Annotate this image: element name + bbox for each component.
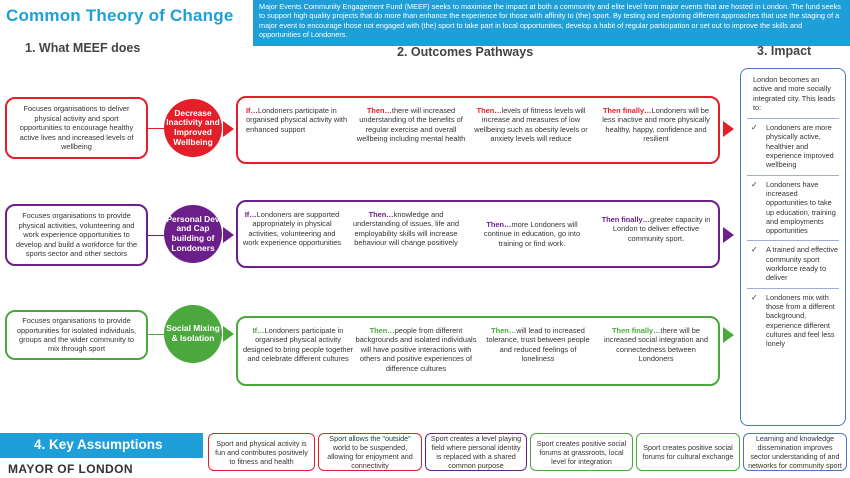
key-assumptions-heading: 4. Key Assumptions xyxy=(0,433,203,458)
assumption-box: Sport creates positive social forums for cultural exchange xyxy=(636,433,740,471)
arrow-right-icon xyxy=(223,227,234,243)
impact-item: ✓ Londoners have increased opportunities to take up education, training and employments opportunities xyxy=(751,179,836,236)
section-outcomes-heading: 2. Outcomes Pathways xyxy=(397,45,534,59)
assumption-box: Sport creates a level playing field where personal identity is replaced with a shared common purpose xyxy=(425,433,527,471)
step-then-2: Then…more Londoners will continue in education, go into training or find work. xyxy=(483,220,581,248)
section-what-heading: 1. What MEEF does xyxy=(25,41,141,55)
mayor-of-london-logo: MAYOR OF LONDON xyxy=(8,462,133,476)
step-if: If…Londoners are supported appropriately in physical activities, volunteering and work experience opportunities xyxy=(242,210,342,248)
step-then-finally: Then finally…Londoners will be less inactive and more physically healthy, happy, confidence and resilient xyxy=(602,106,710,144)
section-impact-heading: 3. Impact xyxy=(757,44,812,58)
assumption-box: Learning and knowledge dissemination improves sector understanding of and networks for community sport xyxy=(743,433,847,471)
step-then-finally: Then finally…greater capacity in London to deliver effective community sport. xyxy=(601,215,711,243)
check-icon: ✓ xyxy=(751,123,758,133)
arrow-right-icon xyxy=(223,326,234,342)
what-box-social: Focuses organisations to provide opportunities for isolated individuals, groups and the wider community to mix through sport xyxy=(5,310,148,360)
arrow-right-icon xyxy=(723,121,734,137)
arrow-right-icon xyxy=(723,327,734,343)
check-icon: ✓ xyxy=(751,179,758,189)
what-box-wellbeing: Focuses organisations to deliver physical activity and sport opportunities to encourage healthy active lives and increased levels of wellbeing xyxy=(5,97,148,159)
intro-text: Major Events Community Engagement Fund (MEEF) seeks to maximise the impact at both a community and elite level from major events that are hosted in London. The fund seeks to support high quality projects that do more than enhance the experience for those with affinity to (the) sport. By testing and exploring different approaches that use the staging of a major event to encourage those not engaged with (the) sport to take part in local opportunities, develop a habit of regular participation or set out to improve the skills and opportunities of Londoners. xyxy=(253,0,850,46)
step-then-finally: Then finally…there will be increased social integration and connectedness between Londoners xyxy=(604,326,708,364)
step-then-2: Then…will lead to increased tolerance, trust between people and reduced feelings of loneliness xyxy=(486,326,590,364)
step-then-1: Then…there will increased understanding of the benefits of regular exercise and overall wellbeing including mental health xyxy=(356,106,466,144)
step-then-1: Then…knowledge and understanding of issues, life and employability skills will increase behaviour will change positively xyxy=(352,210,459,248)
pathway-wellbeing xyxy=(236,96,720,164)
assumption-box: Sport and physical activity is fun and contributes positively to fitness and health xyxy=(208,433,315,471)
check-icon: ✓ xyxy=(751,292,758,302)
arrow-right-icon xyxy=(723,227,734,243)
impact-panel xyxy=(740,68,846,426)
page-title: Common Theory of Change xyxy=(6,6,234,25)
circle-social: Social Mixing & Isolation xyxy=(164,305,222,363)
circle-development: Personal Dev and Cap building of Londoners xyxy=(164,205,222,263)
impact-item: ✓ Londoners are more physically active, healthier and experience improved wellbeing xyxy=(751,123,834,170)
step-then-1: Then…people from different backgrounds and isolated individuals will have positive interactions with others and positive experiences of difference cultures xyxy=(355,326,477,373)
step-then-2: Then…levels of fitness levels will increase and measures of low wellbeing such as obesity levels or anxiety levels will reduce xyxy=(474,106,588,144)
circle-wellbeing: Decrease Inactivity and Improved Wellbeing xyxy=(164,99,222,157)
check-icon: ✓ xyxy=(751,245,758,255)
pathway-social xyxy=(236,316,720,386)
assumption-box: Sport allows the "outside" world to be suspended, allowing for enjoyment and connectivity xyxy=(318,433,422,471)
impact-item: ✓ Londoners mix with those from a different background, experience different cultures and feel less lonely xyxy=(751,292,835,349)
pathway-development xyxy=(236,200,720,268)
impact-item: ✓ A trained and effective community sport workforce ready to deliver xyxy=(751,245,839,283)
step-if: If…Londoners participate in organised physical activity with enhanced support xyxy=(246,106,348,134)
assumption-box: Sport creates positive social forums at grassroots, local level for integration xyxy=(530,433,633,471)
arrow-right-icon xyxy=(223,121,234,137)
what-box-development: Focuses organisations to provide physical activities, volunteering and work experience opportunities to develop and build a workforce for the sports sector and other sectors xyxy=(5,204,148,266)
step-if: If…Londoners participate in organised physical activity designed to bring people together and celebrate different cultures xyxy=(242,326,354,364)
impact-lead: London becomes an active and more socially integrated city. This leads to: xyxy=(753,75,836,112)
